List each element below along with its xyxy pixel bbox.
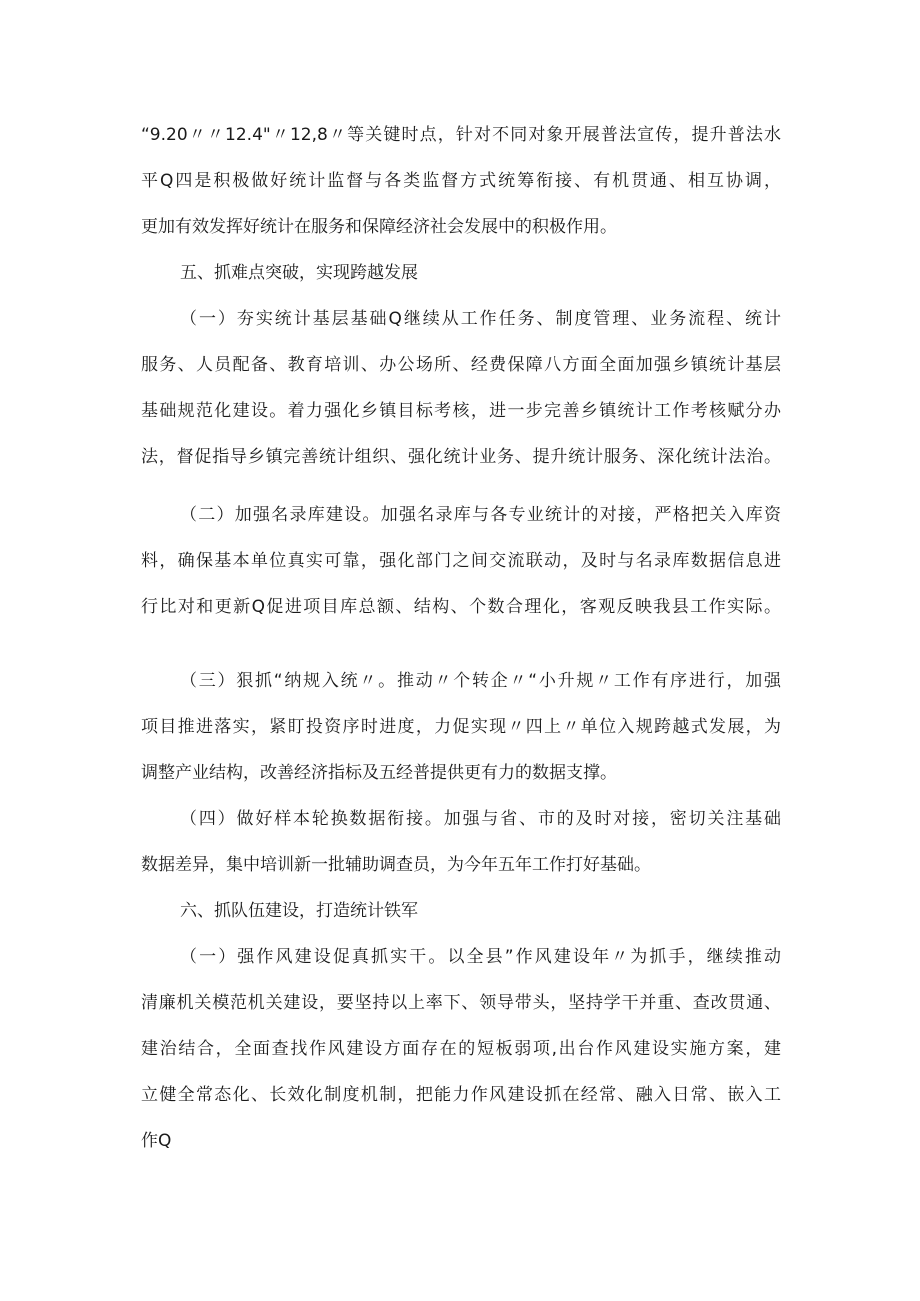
paragraph-line: 法，督促指导乡镇完善统计组织、强化统计业务、提升统计服务、深化统计法治。 — [141, 447, 781, 467]
paragraph-line: 平Q四是积极做好统计监督与各类监督方式统筹衔接、有机贯通、相互协调， — [141, 171, 781, 191]
paragraph-line: 基础规范化建设。着力强化乡镇目标考核，进一步完善乡镇统计工作考核赋分办 — [141, 401, 781, 421]
paragraph-line: （一）强作风建设促真抓实干。以全县”作风建设年〃为抓手，继续推动 — [180, 947, 781, 967]
paragraph-line: （一）夯实统计基层基础Q继续从工作任务、制度管理、业务流程、统计 — [180, 309, 781, 329]
paragraph-line: （三）狠抓“纳规入统〃。推动〃个转企〃“小升规〃工作有序进行，加强 — [180, 671, 781, 691]
paragraph-line: 服务、人员配备、教育培训、办公场所、经费保障八方面全面加强乡镇统计基层 — [141, 355, 781, 375]
paragraph-line: “9.20〃〃12.4"〃12,8〃等关键时点，针对不同对象开展普法宣传，提升普法水 — [141, 125, 781, 145]
paragraph-line: 作Q — [141, 1131, 172, 1151]
paragraph-line: 调整产业结构，改善经济指标及五经普提供更有力的数据支撑。 — [141, 763, 617, 783]
paragraph-line: 项目推进落实，紧盯投资序时进度，力促实现〃四上〃单位入规跨越式发展，为 — [141, 717, 781, 737]
paragraph-line: 清廉机关模范机关建设，要坚持以上率下、领导带头，坚持学干并重、查改贯通、 — [141, 993, 781, 1013]
paragraph-line: 更加有效发挥好统计在服务和保障经济社会发展中的积极作用。 — [141, 217, 617, 237]
paragraph-line: 建治结合，全面查找作风建设方面存在的短板弱项,出台作风建设实施方案，建 — [141, 1039, 781, 1059]
section-heading: 五、抓难点突破，实现跨越发展 — [180, 263, 418, 283]
paragraph-line: 行比对和更新Q促进项目库总额、结构、个数合理化，客观反映我县工作实际。 — [141, 597, 781, 617]
paragraph-line: （四）做好样本轮换数据衔接。加强与省、市的及时对接，密切关注基础 — [180, 809, 781, 829]
section-heading: 六、抓队伍建设，打造统计铁军 — [180, 901, 418, 921]
paragraph-line: 数据差异，集中培训新一批辅助调查员，为今年五年工作打好基础。 — [141, 855, 651, 875]
paragraph-line: （二）加强名录库建设。加强名录库与各专业统计的对接，严格把关入库资 — [180, 505, 781, 525]
paragraph-line: 料，确保基本单位真实可靠，强化部门之间交流联动，及时与名录库数据信息进 — [141, 551, 781, 571]
paragraph-line: 立健全常态化、长效化制度机制，把能力作风建设抓在经常、融入日常、嵌入工 — [141, 1085, 781, 1105]
